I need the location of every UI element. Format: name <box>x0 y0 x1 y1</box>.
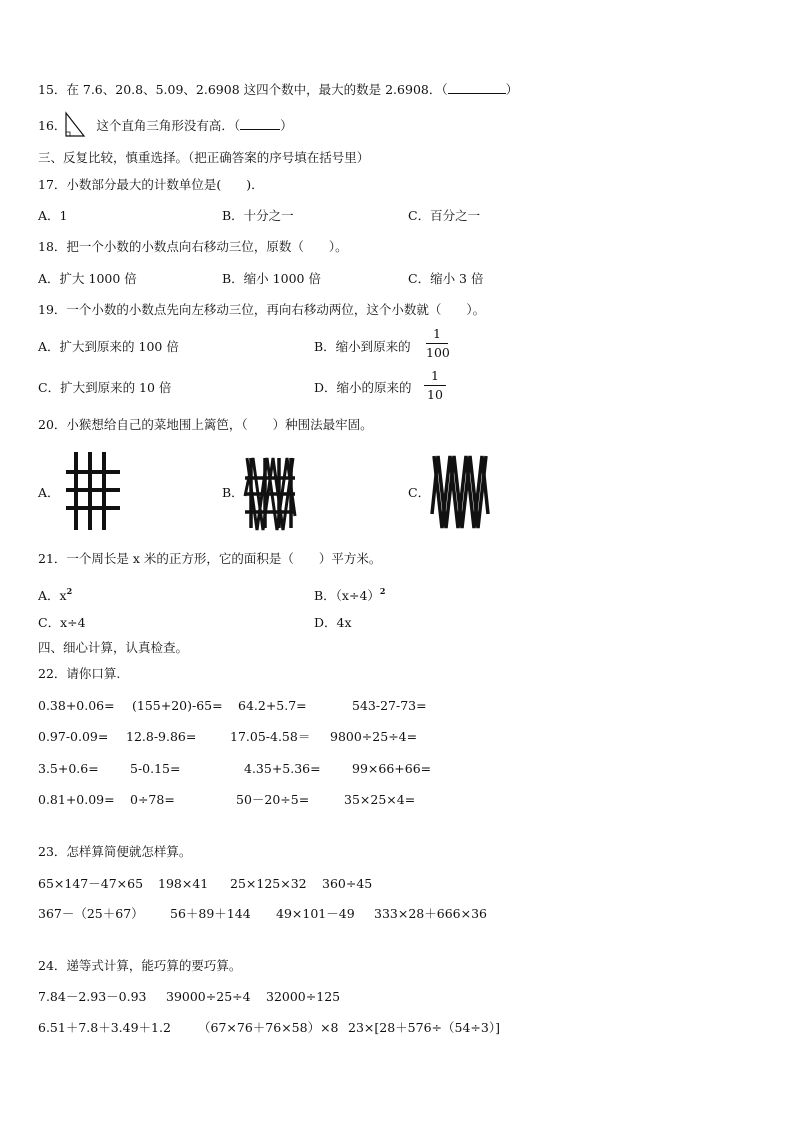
q22-item: 0.97-0.09= <box>38 729 109 744</box>
answer-blank-16[interactable] <box>240 118 280 130</box>
q23-item: 49×101－49 <box>276 906 355 921</box>
q22-item: 0÷78= <box>130 792 175 807</box>
q22-item: 50－20÷5= <box>236 792 310 807</box>
q22-item: 17.05-4.58＝ <box>230 729 311 744</box>
question-24-stem: 24．递等式计算，能巧算的要巧算。 <box>38 958 242 973</box>
q22-item: 9800÷25÷4= <box>330 729 418 744</box>
q17-option-b[interactable]: B．十分之一 <box>222 208 294 223</box>
q18-option-a[interactable]: A．扩大 1000 倍 <box>38 271 137 286</box>
q21-option-a-label: A．x <box>38 588 67 603</box>
q23-item: 25×125×32 <box>230 876 307 891</box>
q22-item: 3.5+0.6= <box>38 761 99 776</box>
right-triangle-figure <box>64 112 86 138</box>
q21-option-a[interactable] <box>38 583 72 604</box>
q23-item: 360÷45 <box>322 876 373 891</box>
q23-item: 65×147－47×65 <box>38 876 144 891</box>
question-18-stem: 18．把一个小数的小数点向右移动三位，原数（ ）。 <box>38 239 348 254</box>
question-22-stem: 22．请你口算. <box>38 666 121 681</box>
section-4-heading: 四、细心计算，认真检查。 <box>38 640 189 655</box>
q19-option-a[interactable]: A．扩大到原来的 100 倍 <box>38 339 179 354</box>
q21-option-d[interactable]: D．4x <box>314 615 352 630</box>
q22-item: 64.2+5.7= <box>238 698 307 713</box>
q19-option-b[interactable]: B．缩小到原来的 <box>314 339 411 354</box>
q24-item: 39000÷25÷4 <box>166 989 251 1004</box>
question-15-text: 15．在 7.6、20.8、5.09、2.6908 这四个数中，最大的数是 2.6908．（ <box>38 82 448 97</box>
q19-option-d[interactable]: D．缩小的原来的 <box>314 380 412 395</box>
question-19-stem: 19．一个小数的小数点先向左移动三位，再向右移动两位，这个小数就（ ）。 <box>38 302 486 317</box>
q22-item: 4.35+5.36= <box>244 761 321 776</box>
question-23-stem: 23．怎样算简便就怎样算。 <box>38 844 192 859</box>
fence-grid-icon <box>64 452 120 530</box>
q17-option-a[interactable]: A．1 <box>38 208 68 223</box>
q21-option-b-label: B．（x÷4） <box>314 588 380 603</box>
question-21-stem: 21．一个周长是 x 米的正方形，它的面积是（ ）平方米。 <box>38 551 382 566</box>
question-20-stem: 20．小猴想给自己的菜地围上篱笆，（ ）种围法最牢固。 <box>38 417 373 432</box>
fraction-denominator: 10 <box>427 387 443 402</box>
q23-item: 198×41 <box>158 876 209 891</box>
q21-option-c[interactable]: C．x÷4 <box>38 615 86 630</box>
question-17-stem: 17．小数部分最大的计数单位是( )． <box>38 177 264 192</box>
q22-item: 0.38+0.06= <box>38 698 115 713</box>
q22-item: 543-27-73= <box>352 698 427 713</box>
fraction-denominator: 100 <box>426 345 450 360</box>
question-16-close: ） <box>280 118 293 133</box>
section-3-heading: 三、反复比较，慎重选择。（把正确答案的序号填在括号里） <box>38 150 370 165</box>
q22-item: 5-0.15= <box>130 761 181 776</box>
q22-item: (155+20)-65= <box>132 698 223 713</box>
q22-item: 99×66+66= <box>352 761 432 776</box>
q19-fraction-d <box>424 368 446 403</box>
fence-grid-zigzag-icon <box>245 456 295 532</box>
q24-item: 32000÷125 <box>266 989 341 1004</box>
q18-option-c[interactable]: C．缩小 3 倍 <box>408 271 484 286</box>
question-16-number: 16． <box>38 118 67 133</box>
q20-option-c[interactable]: C． <box>408 485 431 500</box>
fraction-numerator: 1 <box>433 326 441 341</box>
q22-item: 0.81+0.09= <box>38 792 115 807</box>
question-16-text: 这个直角三角形没有高．（ <box>92 118 241 133</box>
q18-option-b[interactable]: B．缩小 1000 倍 <box>222 271 321 286</box>
q24-item: 23×[28＋576÷（54÷3）] <box>348 1020 500 1035</box>
q21-option-a-exponent: 2 <box>66 586 73 596</box>
answer-blank-15[interactable] <box>448 82 506 94</box>
question-15-close: ） <box>505 82 519 97</box>
q20-option-a[interactable]: A． <box>38 485 60 500</box>
q20-option-b[interactable]: B． <box>222 485 244 500</box>
q22-item: 12.8-9.86= <box>126 729 197 744</box>
q19-fraction-b <box>426 326 448 361</box>
fence-zigzag-icon <box>432 454 490 530</box>
q22-item: 35×25×4= <box>344 792 416 807</box>
q23-item: 56＋89＋144 <box>170 906 251 921</box>
q21-option-b-exponent: 2 <box>379 586 386 596</box>
fraction-numerator: 1 <box>431 368 439 383</box>
q24-item: 6.51＋7.8＋3.49＋1.2 <box>38 1020 171 1035</box>
q19-option-c[interactable]: C．扩大到原来的 10 倍 <box>38 380 172 395</box>
question-15 <box>38 82 518 98</box>
q17-option-c[interactable]: C．百分之一 <box>408 208 481 223</box>
q24-item: （67×76＋76×58）×8 <box>198 1020 339 1035</box>
q24-item: 7.84－2.93－0.93 <box>38 989 147 1004</box>
q21-option-b[interactable] <box>314 583 386 604</box>
q23-item: 333×28＋666×36 <box>374 906 487 921</box>
q23-item: 367－（25＋67） <box>38 906 144 921</box>
